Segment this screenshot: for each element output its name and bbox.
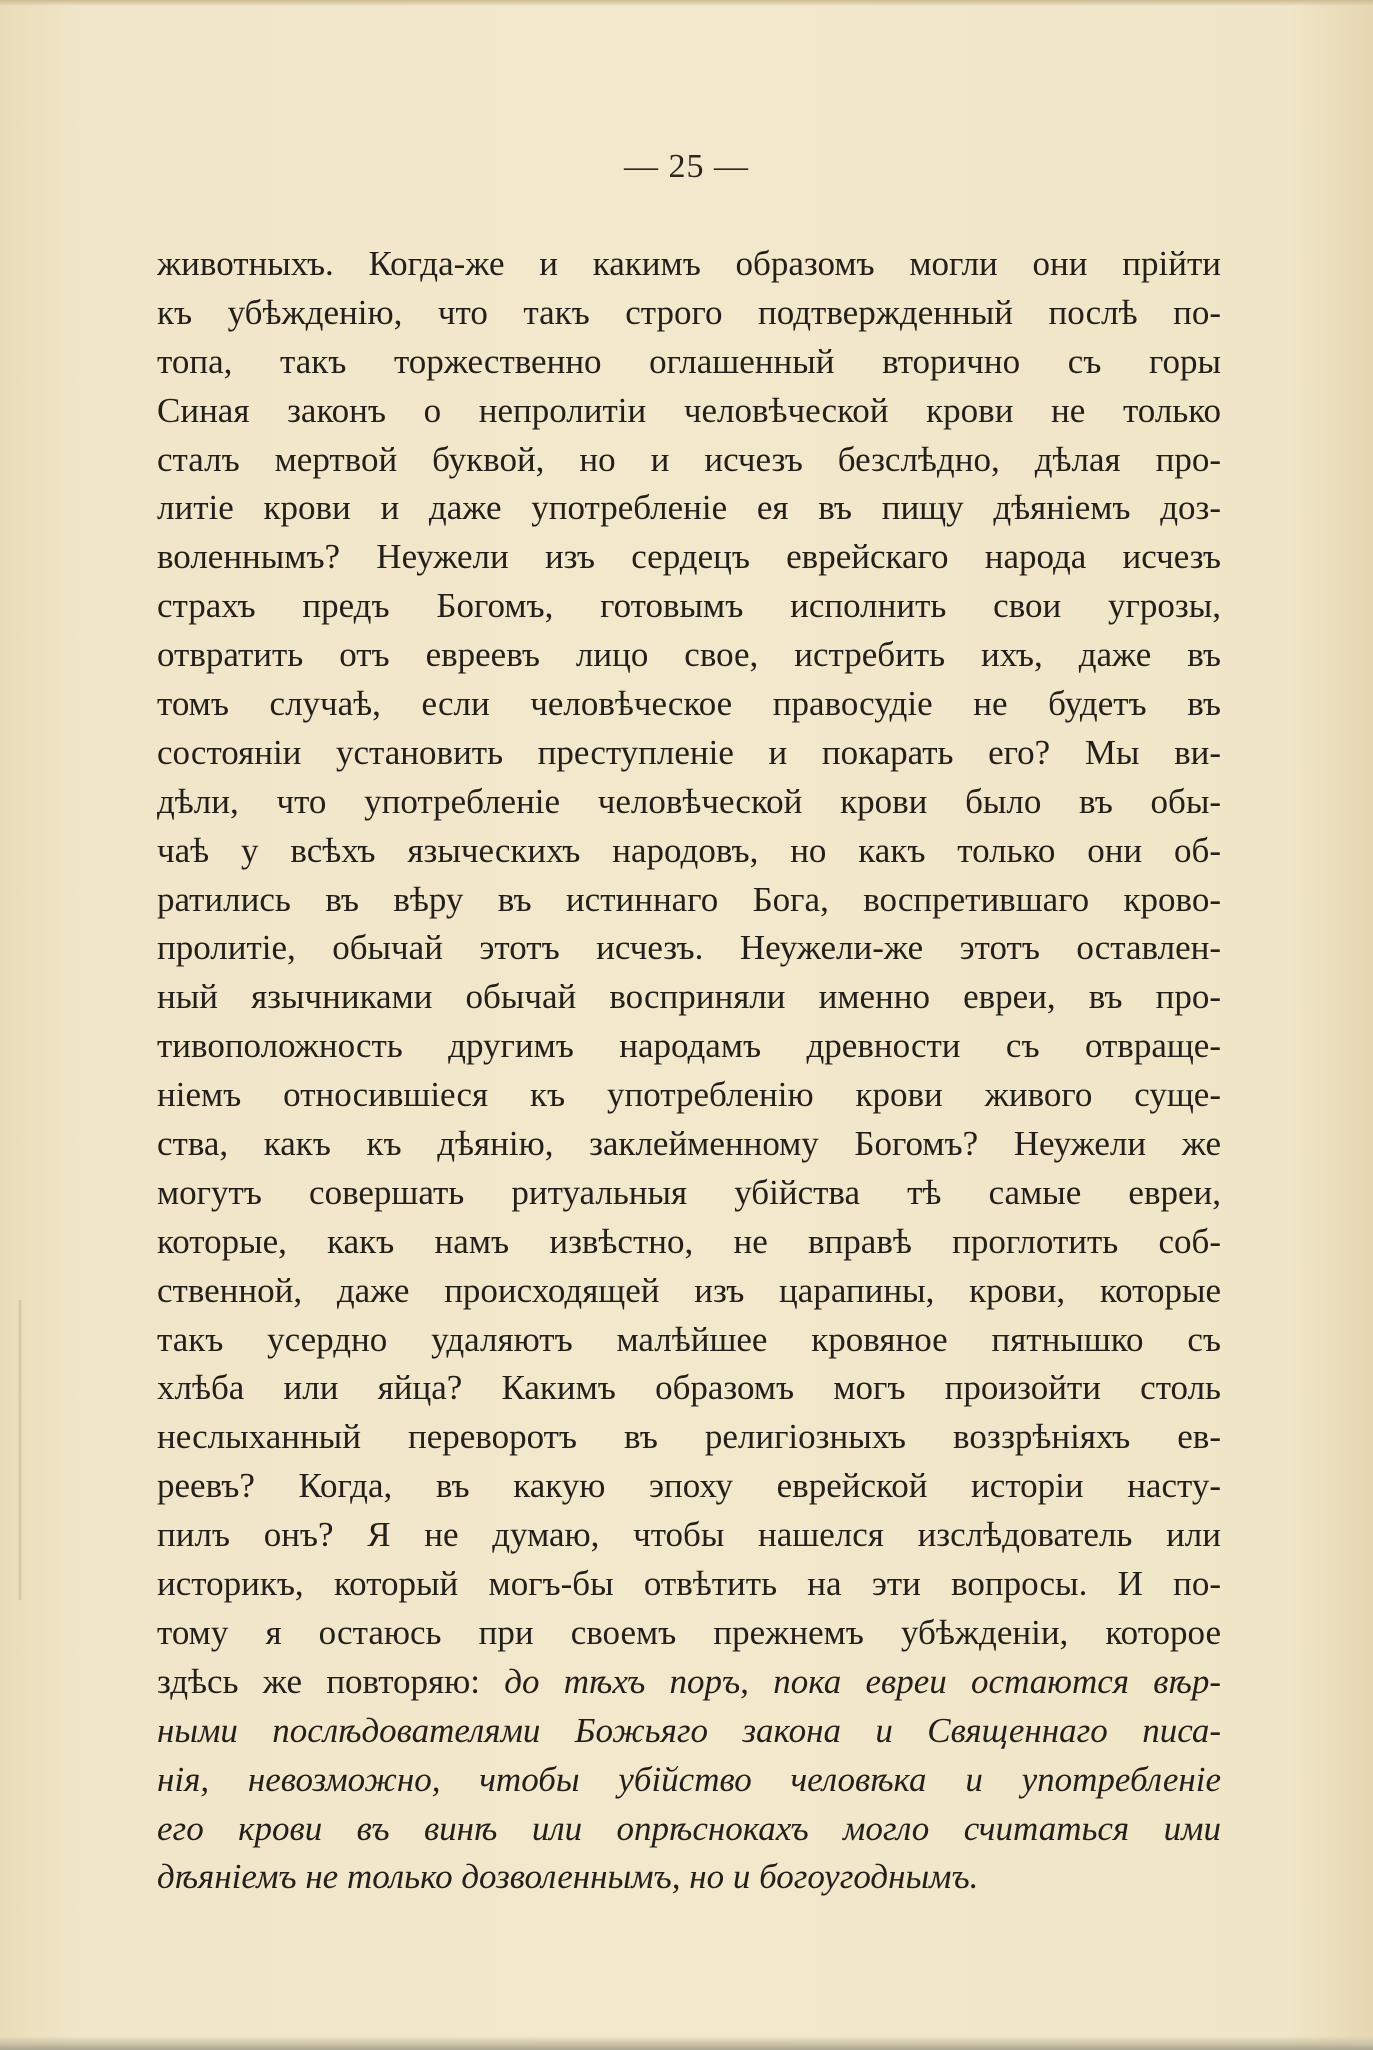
text-line: къ убѣжденію, что такъ строго подтвержденный послѣ по- [157,292,1221,332]
text-line: ства, какъ къ дѣянію, заклейменному Богомъ? Неужели же [157,1124,1221,1164]
text-line: реевъ? Когда, въ какую эпоху еврейской исторіи насту- [157,1466,1221,1506]
text-line: воленнымъ? Неужели изъ сердецъ еврейскаго народа исчезъ [157,537,1221,577]
text-line: чаѣ у всѣхъ языческихъ народовъ, но какъ только они об- [157,830,1221,870]
text-line: литіе крови и даже употребленіе ея въ пищу дѣяніемъ доз- [157,488,1221,528]
italic-text-line: нія, невозможно, чтобы убійство человѣка и употребленіе [157,1759,1221,1799]
page-crease [18,1300,22,1600]
text-line: такъ усердно удаляютъ малѣйшее кровяное пятнышко съ [157,1319,1221,1359]
text-line: Синая законъ о непролитіи человѣческой крови не только [157,390,1221,430]
page-top-edge [0,0,1373,6]
text-line: ратились въ вѣру въ истиннаго Бога, воспретившаго крово- [157,879,1221,919]
text-roman-segment: здѣсь же повторяю: [157,1661,505,1701]
text-italic-segment: до тѣхъ поръ, пока евреи остаются вѣр- [504,1661,1221,1701]
text-line: сталъ мертвой буквой, но и исчезъ безслѣдно, дѣлая про- [157,439,1221,479]
text-line: состояніи установить преступленіе и покарать его? Мы ви- [157,732,1221,772]
text-line: которые, какъ намъ извѣстно, не вправѣ проглотить соб- [157,1221,1221,1261]
text-line: могутъ совершать ритуальныя убійства тѣ самые евреи, [157,1172,1221,1212]
text-line: топа, такъ торжественно оглашенный вторично съ горы [157,341,1221,381]
text-line: пролитіе, обычай этотъ исчезъ. Неужели-же этотъ оставлен- [157,928,1221,968]
italic-text-line: дѣяніемъ не только дозволеннымъ, но и богоугоднымъ. [157,1857,979,1897]
text-line: ственной, даже происходящей изъ царапины, крови, которые [157,1270,1221,1310]
text-line-mixed [157,1658,1221,1707]
text-line: неслыханный переворотъ въ религіозныхъ воззрѣніяхъ ев- [157,1417,1221,1457]
text-line: тивоположность другимъ народамъ древности съ отвраще- [157,1026,1221,1066]
body-text [157,240,1221,1902]
text-line: хлѣба или яйца? Какимъ образомъ могъ произойти столь [157,1368,1221,1408]
text-line: дѣли, что употребленіе человѣческой крови было въ обы- [157,781,1221,821]
text-line: животныхъ. Когда-же и какимъ образомъ могли они прійти [157,244,1221,283]
italic-text-line: ными послѣдователями Божьяго закона и Священнаго писа- [157,1710,1221,1750]
text-line: томъ случаѣ, если человѣческое правосудіе не будетъ въ [157,684,1221,724]
italic-text-line: его крови въ винѣ или опрѣснокахъ могло считаться ими [157,1808,1221,1848]
text-line: ный язычниками обычай восприняли именно евреи, въ про- [157,977,1221,1017]
text-line: отвратить отъ евреевъ лицо свое, истребить ихъ, даже въ [157,635,1221,675]
text-line: историкъ, который могъ-бы отвѣтить на эти вопросы. И по- [157,1564,1221,1604]
text-line: страхъ предъ Богомъ, готовымъ исполнить свои угрозы, [157,586,1221,626]
text-line: ніемъ относившіеся къ употребленію крови живого суще- [157,1075,1221,1115]
text-line: пилъ онъ? Я не думаю, чтобы нашелся изслѣдователь или [157,1515,1221,1555]
page-number: — 25 — [624,148,749,185]
page-bottom-edge [0,2036,1373,2050]
text-line: тому я остаюсь при своемъ прежнемъ убѣжденіи, которое [157,1612,1221,1652]
